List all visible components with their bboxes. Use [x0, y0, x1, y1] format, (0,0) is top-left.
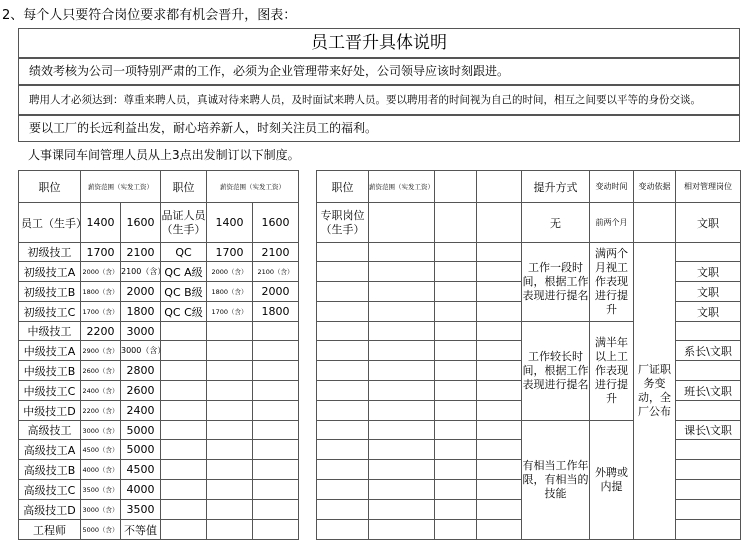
empty-cell [369, 341, 435, 361]
salary-row [19, 302, 299, 322]
empty-cell [676, 401, 741, 421]
salary-min-cell: 5000（含） [81, 520, 121, 540]
qc-position-cell: QC [161, 243, 207, 262]
empty-cell [369, 480, 435, 500]
empty-cell [317, 322, 369, 341]
salary-table [18, 170, 299, 540]
empty-cell [253, 500, 299, 520]
empty-cell [676, 520, 741, 540]
empty-cell [369, 500, 435, 520]
empty-cell [161, 520, 207, 540]
empty-cell [435, 520, 477, 540]
empty-cell [161, 361, 207, 381]
salary-min-cell: 2900（含） [81, 341, 121, 361]
salary-row [19, 322, 299, 341]
empty-cell [369, 243, 435, 262]
intro-text: 人事课同车间管理人员从上3点出发制订以下制度。 [28, 148, 300, 162]
empty-cell [477, 480, 522, 500]
position-cell: 初级技工C [19, 302, 81, 322]
empty-cell [207, 500, 253, 520]
empty-cell [477, 322, 522, 341]
header-blank-1 [435, 171, 477, 203]
salary-row [19, 243, 299, 262]
empty-cell [435, 421, 477, 440]
empty-cell [207, 480, 253, 500]
salary-row [19, 480, 299, 500]
qc-salary-max-cell: 2100 [253, 243, 299, 262]
empty-cell [634, 203, 676, 243]
salary-min-cell: 1700（含） [81, 302, 121, 322]
salary-row [19, 341, 299, 361]
position-cell: 中级技工A [19, 341, 81, 361]
empty-cell [207, 401, 253, 421]
salary-max-cell: 3500 [121, 500, 161, 520]
salary-max-cell: 1600 [121, 203, 161, 243]
salary-table-header [19, 171, 299, 203]
empty-cell [676, 480, 741, 500]
empty-cell [435, 401, 477, 421]
salary-row [19, 520, 299, 540]
promotion-row [317, 203, 741, 243]
empty-cell [676, 500, 741, 520]
qc-salary-max-cell: 2000 [253, 282, 299, 302]
empty-cell [207, 460, 253, 480]
salary-min-cell: 1800（含） [81, 282, 121, 302]
salary-max-cell: 5000 [121, 421, 161, 440]
salary-min-cell: 3000（含） [81, 421, 121, 440]
empty-cell [477, 440, 522, 460]
qc-salary-max-cell: 1800 [253, 302, 299, 322]
note-welfare: 要以工厂的长远利益出发，耐心培养新人，时刻关注员工的福利。 [18, 115, 740, 142]
salary-max-cell: 2000 [121, 282, 161, 302]
note-recruitment: 聘用人才必须达到：尊重来聘人员，真诚对待来聘人员，及时面试来聘人员。要以聘用者的时间视为自己的时间，相互之间要以平等的身份交谈。 [18, 85, 740, 115]
empty-cell [435, 262, 477, 282]
empty-cell [317, 421, 369, 440]
empty-cell [253, 520, 299, 540]
qc-position-cell: 品证人员（生手） [161, 203, 207, 243]
salary-row [19, 361, 299, 381]
position-cell: 初级技工B [19, 282, 81, 302]
first-method-cell: 无 [522, 203, 590, 243]
salary-max-cell: 4000 [121, 480, 161, 500]
position-cell: 员工（生手） [19, 203, 81, 243]
empty-cell [435, 243, 477, 262]
empty-cell [253, 421, 299, 440]
empty-cell [317, 341, 369, 361]
empty-cell [253, 401, 299, 421]
salary-max-cell: 2400 [121, 401, 161, 421]
empty-cell [207, 361, 253, 381]
promotion-sheet [18, 28, 740, 537]
salary-row [19, 262, 299, 282]
salary-max-cell: 2600 [121, 381, 161, 401]
empty-cell [161, 381, 207, 401]
empty-cell [317, 262, 369, 282]
empty-cell [317, 440, 369, 460]
salary-min-cell: 2400（含） [81, 381, 121, 401]
empty-cell [161, 401, 207, 421]
empty-cell [477, 520, 522, 540]
qc-position-cell: QC A级 [161, 262, 207, 282]
empty-cell [477, 203, 522, 243]
salary-min-cell: 4000（含） [81, 460, 121, 480]
empty-cell [317, 243, 369, 262]
first-position-cell: 专职岗位（生手） [317, 203, 369, 243]
empty-cell [253, 361, 299, 381]
empty-cell [676, 460, 741, 480]
header-position-right: 职位 [317, 171, 369, 203]
salary-row [19, 203, 299, 243]
salary-min-cell: 4500（含） [81, 440, 121, 460]
empty-cell [676, 322, 741, 341]
empty-cell [317, 302, 369, 322]
qc-position-cell: QC B级 [161, 282, 207, 302]
header-salary-range: 薪资范围（实发工资） [81, 171, 161, 203]
empty-cell [477, 243, 522, 262]
salary-max-cell: 2100（含） [121, 262, 161, 282]
header-position: 职位 [19, 171, 81, 203]
salary-row [19, 282, 299, 302]
empty-cell [435, 302, 477, 322]
salary-min-cell: 1400 [81, 203, 121, 243]
position-cell: 高级技工D [19, 500, 81, 520]
position-cell: 初级技工 [19, 243, 81, 262]
promotion-table-header [317, 171, 741, 203]
empty-cell [317, 361, 369, 381]
post-cell: 课长\文职 [676, 421, 741, 440]
position-cell: 中级技工 [19, 322, 81, 341]
promote-method-cell: 有相当工作年限，有相当的技能 [522, 421, 590, 540]
promotion-row [317, 421, 741, 440]
empty-cell [317, 282, 369, 302]
empty-cell [369, 282, 435, 302]
salary-row [19, 421, 299, 440]
header-blank-2 [477, 171, 522, 203]
position-cell: 中级技工C [19, 381, 81, 401]
empty-cell [435, 322, 477, 341]
qc-salary-min-cell: 1400 [207, 203, 253, 243]
salary-max-cell: 2800 [121, 361, 161, 381]
qc-salary-min-cell: 1700 [207, 243, 253, 262]
change-basis-cell: 厂证职务变动，全厂公布 [634, 243, 676, 540]
position-cell: 工程师 [19, 520, 81, 540]
empty-cell [477, 381, 522, 401]
post-cell: 班长\文职 [676, 381, 741, 401]
empty-cell [369, 322, 435, 341]
position-cell: 初级技工A [19, 262, 81, 282]
empty-cell [317, 401, 369, 421]
qc-salary-min-cell: 1700（含） [207, 302, 253, 322]
empty-cell [161, 421, 207, 440]
empty-cell [207, 440, 253, 460]
empty-cell [207, 520, 253, 540]
empty-cell [161, 460, 207, 480]
salary-min-cell: 2200 [81, 322, 121, 341]
empty-cell [477, 262, 522, 282]
salary-max-cell: 2100 [121, 243, 161, 262]
empty-cell [317, 520, 369, 540]
promote-method-cell: 工作较长时间，根据工作表现进行提名 [522, 322, 590, 421]
position-cell: 中级技工D [19, 401, 81, 421]
qc-salary-min-cell: 2000（含） [207, 262, 253, 282]
empty-cell [477, 401, 522, 421]
empty-cell [477, 421, 522, 440]
salary-row [19, 401, 299, 421]
empty-cell [207, 322, 253, 341]
post-cell: 文职 [676, 302, 741, 322]
salary-min-cell: 3000（含） [81, 500, 121, 520]
salary-min-cell: 2600（含） [81, 361, 121, 381]
empty-cell [253, 341, 299, 361]
qc-salary-max-cell: 2100（含） [253, 262, 299, 282]
position-cell: 高级技工 [19, 421, 81, 440]
salary-max-cell: 1800 [121, 302, 161, 322]
change-time-cell: 满两个月视工作表现进行提升 [590, 243, 634, 322]
first-time-cell: 前两个月 [590, 203, 634, 243]
header-related-post: 相对管理岗位 [676, 171, 741, 203]
empty-cell [369, 361, 435, 381]
post-cell: 文职 [676, 203, 741, 243]
section-heading: 2、每个人只要符合岗位要求都有机会晋升，图表： [2, 8, 297, 23]
empty-cell [161, 500, 207, 520]
empty-cell [369, 203, 435, 243]
empty-cell [369, 440, 435, 460]
empty-cell [477, 282, 522, 302]
position-cell: 高级技工C [19, 480, 81, 500]
post-cell: 文职 [676, 262, 741, 282]
empty-cell [317, 500, 369, 520]
empty-cell [477, 302, 522, 322]
empty-cell [435, 203, 477, 243]
salary-max-cell: 5000 [121, 440, 161, 460]
salary-row [19, 460, 299, 480]
promotion-table [316, 170, 741, 540]
salary-min-cell: 2000（含） [81, 262, 121, 282]
empty-cell [676, 361, 741, 381]
promote-method-cell: 工作一段时间，根据工作表现进行提名 [522, 243, 590, 322]
salary-row [19, 381, 299, 401]
empty-cell [369, 401, 435, 421]
empty-cell [369, 520, 435, 540]
header-salary-range-qc: 薪资范围（实发工资） [207, 171, 299, 203]
empty-cell [253, 460, 299, 480]
header-change-time: 变动时间 [590, 171, 634, 203]
empty-cell [369, 262, 435, 282]
empty-cell [435, 341, 477, 361]
header-salary-range-right: 薪资范围（实发工资） [369, 171, 435, 203]
empty-cell [477, 361, 522, 381]
empty-cell [253, 440, 299, 460]
empty-cell [161, 322, 207, 341]
salary-min-cell: 3500（含） [81, 480, 121, 500]
empty-cell [369, 302, 435, 322]
position-cell: 高级技工A [19, 440, 81, 460]
empty-cell [317, 480, 369, 500]
empty-cell [676, 243, 741, 262]
promotion-row [317, 322, 741, 341]
qc-salary-min-cell: 1800（含） [207, 282, 253, 302]
empty-cell [369, 460, 435, 480]
empty-cell [435, 480, 477, 500]
promotion-row [317, 243, 741, 262]
post-cell: 系长\文职 [676, 341, 741, 361]
empty-cell [317, 381, 369, 401]
position-cell: 中级技工B [19, 361, 81, 381]
empty-cell [369, 421, 435, 440]
change-time-cell: 满半年以上工作表现进行提升 [590, 322, 634, 421]
empty-cell [477, 341, 522, 361]
empty-cell [435, 460, 477, 480]
empty-cell [369, 381, 435, 401]
note-performance: 绩效考核为公司一项特别严肃的工作，必须为企业管理带来好处，公司领导应该时刻跟进。 [18, 58, 740, 85]
post-cell: 文职 [676, 282, 741, 302]
empty-cell [253, 480, 299, 500]
header-position-qc: 职位 [161, 171, 207, 203]
qc-salary-max-cell: 1600 [253, 203, 299, 243]
empty-cell [676, 440, 741, 460]
empty-cell [435, 381, 477, 401]
salary-max-cell: 不等值 [121, 520, 161, 540]
empty-cell [477, 500, 522, 520]
empty-cell [207, 341, 253, 361]
empty-cell [435, 440, 477, 460]
empty-cell [477, 460, 522, 480]
empty-cell [435, 361, 477, 381]
empty-cell [435, 282, 477, 302]
empty-cell [161, 480, 207, 500]
position-cell: 高级技工B [19, 460, 81, 480]
qc-position-cell: QC C级 [161, 302, 207, 322]
header-promote-method: 提升方式 [522, 171, 590, 203]
empty-cell [435, 500, 477, 520]
empty-cell [161, 341, 207, 361]
salary-min-cell: 2200（含） [81, 401, 121, 421]
sheet-title: 员工晋升具体说明 [18, 28, 740, 58]
empty-cell [207, 381, 253, 401]
salary-row [19, 440, 299, 460]
salary-max-cell: 3000 [121, 322, 161, 341]
header-change-basis: 变动依据 [634, 171, 676, 203]
salary-max-cell: 4500 [121, 460, 161, 480]
empty-cell [253, 322, 299, 341]
empty-cell [253, 381, 299, 401]
salary-row [19, 500, 299, 520]
empty-cell [207, 421, 253, 440]
change-time-cell: 外聘或内提 [590, 421, 634, 540]
empty-cell [317, 460, 369, 480]
salary-min-cell: 1700 [81, 243, 121, 262]
empty-cell [161, 440, 207, 460]
salary-max-cell: 3000（含） [121, 341, 161, 361]
